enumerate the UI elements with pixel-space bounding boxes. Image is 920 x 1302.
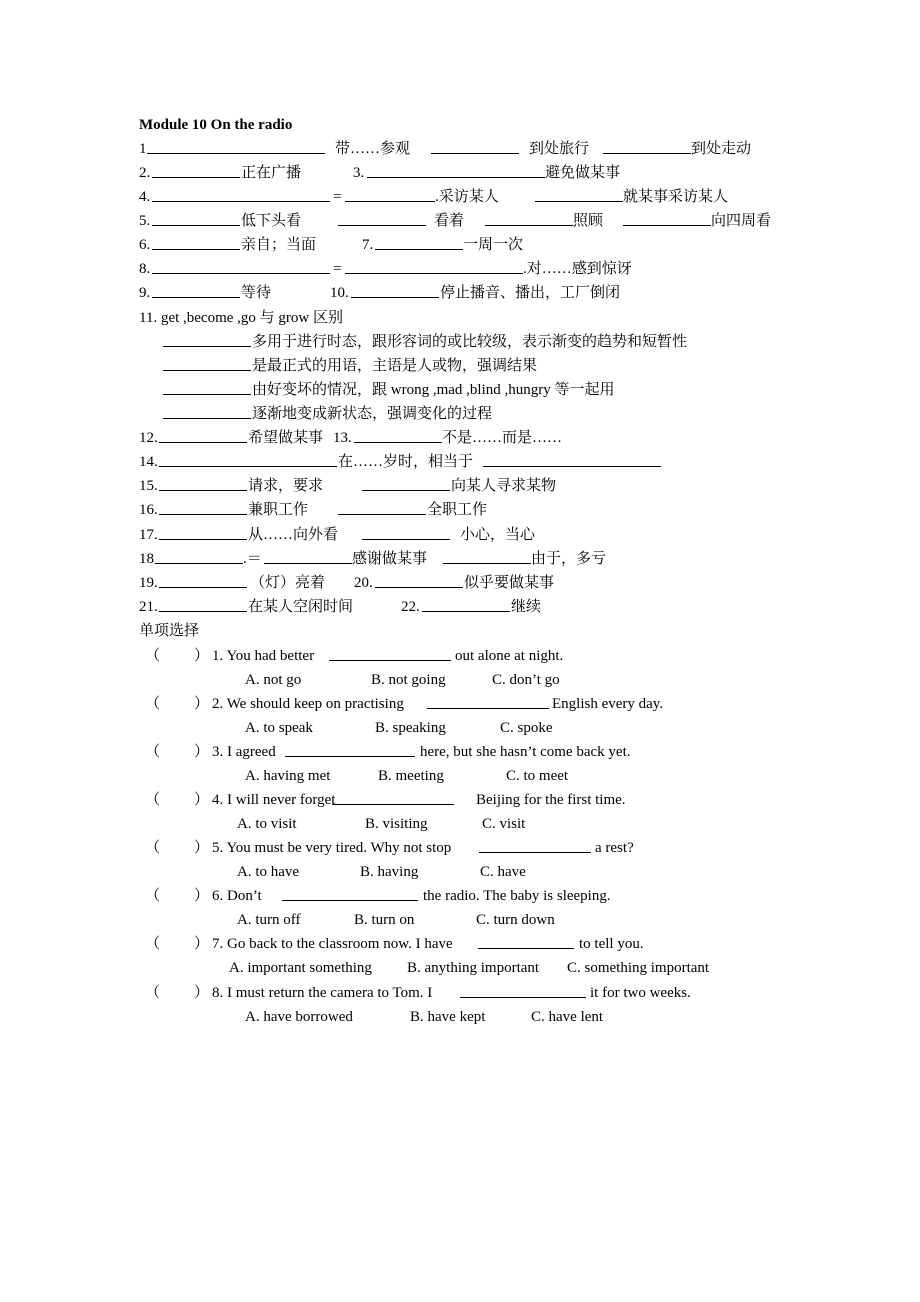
- question-text: 1. You had better: [212, 648, 315, 664]
- option-b[interactable]: B. speaking: [375, 720, 446, 736]
- option-b[interactable]: B. visiting: [365, 816, 428, 832]
- question-text: 5. You must be very tired. Why not stop: [212, 840, 452, 856]
- blank[interactable]: [163, 405, 251, 419]
- prompt: 照顾: [573, 213, 604, 229]
- blank[interactable]: [159, 477, 247, 491]
- answer-paren-open[interactable]: （: [145, 985, 161, 1001]
- blank[interactable]: [163, 333, 251, 347]
- option-c[interactable]: C. visit: [482, 816, 526, 832]
- option-b[interactable]: B. anything important: [407, 960, 540, 976]
- item-number: 6.: [139, 237, 151, 253]
- blank[interactable]: [152, 236, 240, 250]
- item-number: 5.: [139, 213, 151, 229]
- equals-sign: .＝: [243, 551, 262, 567]
- option-a[interactable]: A. turn off: [237, 912, 301, 928]
- blank[interactable]: [422, 598, 510, 612]
- worksheet-page: Module 10 On the radio 1 带……参观 到处旅行 到处走动 2. 正在广播 3. 避免做某事 4. = .采访某人 就某事采访某人 5. 低下头看 看着 照顾 向四周看 6. 亲自；当面 7. 一周一次 8. = .对……感到惊讶 9. 等待 10. 停止播音、播出，工厂倒闭 11. get ,become ,go 与 grow 区别 多用于进行时态，跟形容词的或比较级，表示渐变的趋势和短暂性 是最正式的用语，主语是人或物，强调结果 由好变坏的情况，跟 wrong ,mad ,blind ,hungry 等一起用 逐渐地变成新状态，强调变化的过程 12. 希望做某事 13. 不是……而是…… 14. 在……岁时，相当于 15. 请求，要求 向某人寻求某物 16. 兼职工作 全职工作 17. 从……向外看 小心，当心 18 .＝ 感谢做某事 由于，多亏 19. （灯）亮着 20. 似乎要做某事 21. 在某人空闲时间 22. 继续 单项选择 （ ） 1. You had better out alone at night. A. not go B. not going C. don’t go （ ） 2. We should keep on practising English every day. A. to speak B. speaking C. spoke （ ） 3. I agreed here, but she hasn’t come back yet. A. having met B. meeting C. to meet （ ） 4. I will never forget Beijing for the first time. A. to visit B. visiting C. visit （ ） 5. You must be very tired. Why not stop a rest? A. to have B. having C. have （ ） 6. Don’t the radio. The baby is sleeping. A. turn off B. turn on C. turn down （ ） 7. Go back to the classroom now. I have to tell you. A. important something B. anything important C. something important （ ） 8. I must return the camera to Tom. I it for two weeks. A. have borrowed B. have kept C. have lent: [0, 0, 920, 1302]
- blank[interactable]: [264, 550, 352, 564]
- prompt: 亲自；当面: [241, 237, 317, 253]
- option-c[interactable]: C. something important: [567, 960, 710, 976]
- question-text: 3. I agreed: [212, 744, 276, 760]
- item-number: 7.: [362, 237, 374, 253]
- prompt: 正在广播: [241, 165, 302, 181]
- prompt: 就某事采访某人: [623, 189, 729, 205]
- option-c[interactable]: C. don’t go: [492, 672, 560, 688]
- item-number: 21.: [139, 599, 158, 615]
- option-a[interactable]: A. to speak: [245, 720, 313, 736]
- question-text: here, but she hasn’t come back yet.: [420, 744, 631, 760]
- blank[interactable]: [367, 164, 545, 178]
- blank[interactable]: [159, 501, 247, 515]
- answer-paren-open[interactable]: （: [145, 696, 161, 712]
- prompt: 感谢做某事: [352, 551, 428, 567]
- prompt: 到处旅行: [529, 141, 590, 157]
- blank[interactable]: [485, 212, 573, 226]
- prompt: 一周一次: [463, 237, 524, 253]
- vocab-row-11-heading: 11. get ,become ,go 与 grow 区别: [139, 310, 343, 326]
- prompt: .采访某人: [435, 189, 499, 205]
- answer-paren-open[interactable]: （: [145, 648, 161, 664]
- equals-sign: =: [333, 189, 342, 205]
- option-b[interactable]: B. having: [360, 864, 419, 880]
- option-c[interactable]: C. turn down: [476, 912, 555, 928]
- blank[interactable]: [152, 188, 330, 202]
- item-number: 2.: [139, 165, 151, 181]
- item-number: 8.: [139, 261, 151, 277]
- prompt: 多用于进行时态，跟形容词的或比较级，表示渐变的趋势和短暂性: [252, 334, 688, 350]
- question-text: English every day.: [552, 696, 664, 712]
- blank[interactable]: [375, 574, 463, 588]
- option-a[interactable]: A. to have: [237, 864, 300, 880]
- blank[interactable]: [163, 357, 251, 371]
- answer-paren-open[interactable]: （: [145, 888, 161, 904]
- question-text: a rest?: [595, 840, 634, 856]
- question-text: 2. We should keep on practising: [212, 696, 404, 712]
- item-number: 10.: [330, 285, 349, 301]
- blank[interactable]: [159, 453, 337, 467]
- blank[interactable]: [362, 526, 450, 540]
- prompt: 继续: [511, 599, 542, 615]
- question-text: 8. I must return the camera to Tom. I: [212, 985, 433, 1001]
- prompt: 请求，要求: [248, 478, 324, 494]
- prompt: .对……感到惊讶: [523, 261, 632, 277]
- prompt: 小心，当心: [460, 527, 536, 543]
- blank[interactable]: [152, 284, 240, 298]
- blank[interactable]: [427, 695, 549, 709]
- blank[interactable]: [152, 164, 240, 178]
- blank[interactable]: [443, 550, 531, 564]
- option-b[interactable]: B. have kept: [410, 1009, 486, 1025]
- blank[interactable]: [354, 429, 442, 443]
- prompt: 兼职工作: [248, 502, 309, 518]
- answer-paren-open[interactable]: （: [145, 744, 161, 760]
- prompt: 在……岁时，相当于: [338, 454, 474, 470]
- equals-sign: =: [333, 261, 342, 277]
- blank[interactable]: [375, 236, 463, 250]
- prompt: 到处走动: [691, 141, 752, 157]
- question-text: out alone at night.: [455, 648, 564, 664]
- prompt: 逐渐地变成新状态，强调变化的过程: [252, 406, 493, 422]
- blank[interactable]: [623, 212, 711, 226]
- prompt: 由好变坏的情况，跟 wrong ,mad ,blind ,hungry 等一起用: [252, 382, 615, 398]
- item-number: 9.: [139, 285, 151, 301]
- blank[interactable]: [338, 212, 426, 226]
- option-a[interactable]: A. have borrowed: [245, 1009, 353, 1025]
- blank[interactable]: [431, 140, 519, 154]
- prompt: 全职工作: [427, 502, 488, 518]
- blank[interactable]: [460, 984, 586, 998]
- prompt: 带……参观: [335, 141, 411, 157]
- blank[interactable]: [159, 574, 247, 588]
- blank[interactable]: [345, 188, 435, 202]
- item-number: 12.: [139, 430, 158, 446]
- prompt: 低下头看: [241, 213, 302, 229]
- prompt: 从……向外看: [248, 527, 339, 543]
- item-number: 19.: [139, 575, 158, 591]
- prompt: 似乎要做某事: [464, 575, 555, 591]
- option-a[interactable]: A. important something: [229, 960, 372, 976]
- question-text: 7. Go back to the classroom now. I have: [212, 936, 453, 952]
- answer-paren-open[interactable]: （: [145, 840, 161, 856]
- prompt: 向四周看: [711, 213, 772, 229]
- question-text: Beijing for the first time.: [476, 792, 626, 808]
- prompt: （灯）亮着: [250, 575, 326, 591]
- option-c[interactable]: C. to meet: [506, 768, 569, 784]
- item-number: 13.: [333, 430, 352, 446]
- prompt: 向某人寻求某物: [451, 478, 557, 494]
- blank[interactable]: [152, 212, 240, 226]
- blank[interactable]: [535, 188, 623, 202]
- prompt: 等待: [241, 285, 272, 301]
- item-number: 18: [139, 551, 154, 567]
- section-heading-multiple-choice: 单项选择: [139, 623, 200, 639]
- question-text: to tell you.: [579, 936, 644, 952]
- blank[interactable]: [478, 935, 574, 949]
- page-title: Module 10 On the radio: [139, 117, 293, 133]
- prompt: 在某人空闲时间: [248, 599, 354, 615]
- blank[interactable]: [603, 140, 691, 154]
- prompt: 希望做某事: [248, 430, 324, 446]
- blank[interactable]: [329, 647, 451, 661]
- item-number: 3.: [353, 165, 365, 181]
- blank[interactable]: [159, 429, 247, 443]
- item-number: 20.: [354, 575, 373, 591]
- blank[interactable]: [362, 477, 450, 491]
- option-b[interactable]: B. not going: [371, 672, 446, 688]
- prompt: 是最正式的用语，主语是人或物，强调结果: [252, 358, 538, 374]
- answer-paren-open[interactable]: （: [145, 936, 161, 952]
- blank[interactable]: [159, 598, 247, 612]
- question-text: the radio. The baby is sleeping.: [423, 888, 611, 904]
- blank[interactable]: [282, 887, 418, 901]
- question-text: 6. Don’t: [212, 888, 262, 904]
- blank[interactable]: [345, 260, 523, 274]
- prompt: 避免做某事: [545, 165, 621, 181]
- option-c[interactable]: C. have: [480, 864, 526, 880]
- answer-paren-open[interactable]: （: [145, 792, 161, 808]
- item-number: 14.: [139, 454, 158, 470]
- option-c[interactable]: C. spoke: [500, 720, 553, 736]
- blank[interactable]: [159, 526, 247, 540]
- option-a[interactable]: A. having met: [245, 768, 331, 784]
- prompt: 停止播音、播出，工厂倒闭: [440, 285, 621, 301]
- item-number: 1: [139, 141, 147, 157]
- prompt: 不是……而是……: [442, 430, 563, 446]
- question-text: 4. I will never forget: [212, 792, 336, 808]
- blank[interactable]: [155, 550, 243, 564]
- option-b[interactable]: B. meeting: [378, 768, 444, 784]
- blank[interactable]: [479, 839, 591, 853]
- option-a[interactable]: A. not go: [245, 672, 302, 688]
- blank[interactable]: [483, 453, 661, 467]
- question-text: it for two weeks.: [590, 985, 691, 1001]
- item-number: 16.: [139, 502, 158, 518]
- blank[interactable]: [152, 260, 330, 274]
- item-number: 15.: [139, 478, 158, 494]
- item-number: 4.: [139, 189, 151, 205]
- item-number: 17.: [139, 527, 158, 543]
- prompt: 看着: [434, 213, 465, 229]
- blank[interactable]: [147, 140, 325, 154]
- item-number: 22.: [401, 599, 420, 615]
- option-b[interactable]: B. turn on: [354, 912, 415, 928]
- blank[interactable]: [338, 501, 426, 515]
- blank[interactable]: [285, 743, 415, 757]
- option-a[interactable]: A. to visit: [237, 816, 297, 832]
- blank[interactable]: [332, 791, 454, 805]
- blank[interactable]: [163, 381, 251, 395]
- option-c[interactable]: C. have lent: [531, 1009, 604, 1025]
- prompt: 由于，多亏: [531, 551, 607, 567]
- blank[interactable]: [351, 284, 439, 298]
